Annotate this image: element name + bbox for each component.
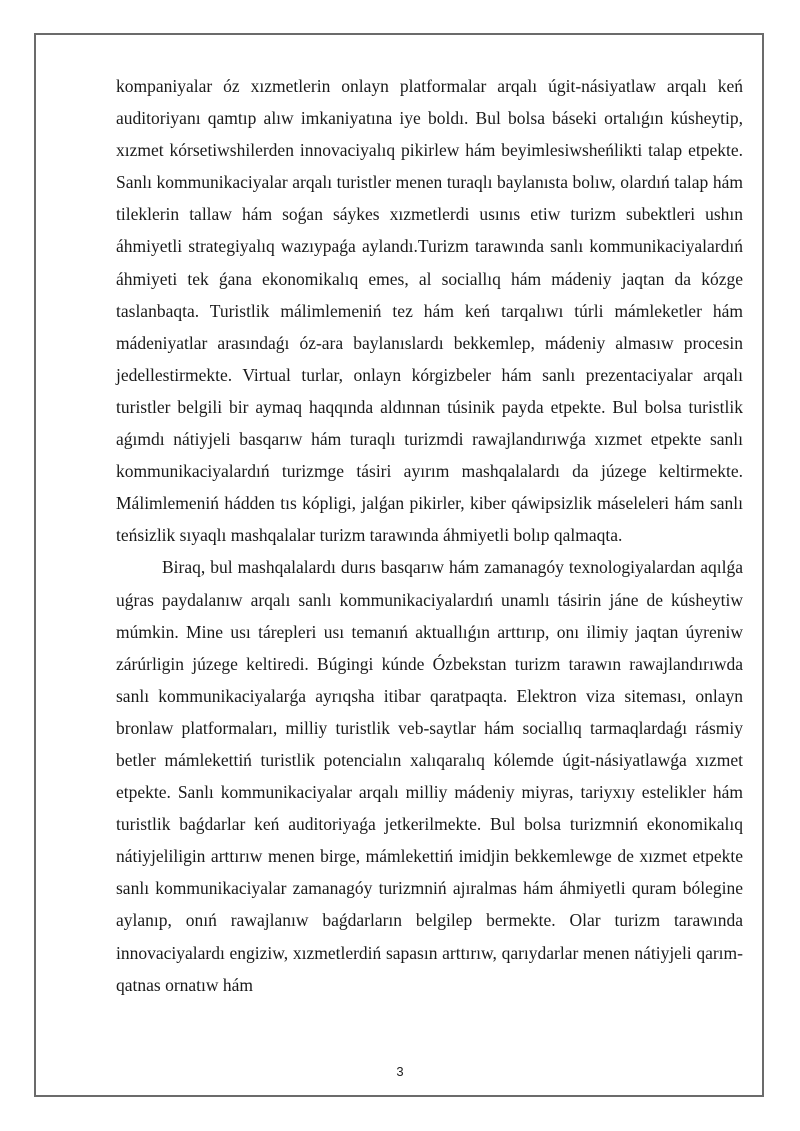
- paragraph-1: kompaniyalar óz xızmetlerin onlayn platformalar arqalı úgit-násiyatlaw arqalı keń auditoriyanı qamtıp alıw imkaniyatına iye boldı. Bul bolsa báseki ortalıǵın kúsheytip, xızmet kórsetiwshilerden innovaciyalıq pikirlew hám beyimlesiwsheńlikti talap etpekte. Sanlı kommunikaciyalar arqalı turistler menen turaqlı baylanısta bolıw, olardıń talap hám tileklerin tallaw hám soǵan sáykes xızmetlerdi usınıs etiw turizm subektleri ushın áhmiyetli strategiyalıq wazıypaǵa aylandı.Turizm tarawında sanlı kommunikaciyalardıń áhmiyeti tek ǵana ekonomikalıq emes, al sociallıq hám mádeniy jaqtan da kózge taslanbaqta. Turistlik málimlemeniń tez hám keń tarqalıwı túrli mámleketler hám mádeniyatlar arasındaǵı óz-ara baylanıslardı bekkemlep, mádeniy almasıw procesin jedellestirmekte. Virtual turlar, onlayn kórgizbeler hám sanlı prezentaciyalar arqalı turistler belgili bir aymaq haqqında aldınnan túsinik payda etpekte. Bul bolsa turistlik aǵımdı nátiyjeli basqarıw hám turaqlı turizmdi rawajlandırıwǵa xızmet etpekte sanlı kommunikaciyalardıń turizmge tásiri ayırım mashqalalardı da júzege keltirmekte. Málimlemeniń hádden tıs kópligi, jalǵan pikirler, kiber qáwipsizlik máseleleri hám sanlı teńsizlik sıyaqlı mashqalalar turizm tarawında áhmiyetli bolıp qalmaqta.: [116, 76, 743, 546]
- body-text: [116, 70, 743, 1001]
- paragraph-2: Biraq, bul mashqalalardı durıs basqarıw hám zamanagóy texnologiyalardan aqılǵa uǵras paydalanıw arqalı sanlı kommunikaciyalardıń unamlı tásirin jáne de kúsheytiw múmkin. Mine usı tárepleri usı temanıń aktuallıǵın arttırıp, onı ilimiy jaqtan úyreniw zárúrligin júzege keltiredi. Búgingi kúnde Ózbekstan turizm tarawın rawajlandırıwda sanlı kommunikaciyalarǵa ayrıqsha itibar qaratpaqta. Elektron viza siteması, onlayn bronlaw platformaları, milliy turistlik veb-saytlar hám sociallıq tarmaqlardaǵı rásmiy betler mámlekettiń turistlik potencialın xalıqaralıq kólemde úgit-násiyatlawǵa xızmet etpekte. Sanlı kommunikaciyalar arqalı milliy mádeniy miyras, tariyxıy estelikler hám turistlik baǵdarlar keń auditoriyaǵa jetkerilmekte. Bul bolsa turizmniń ekonomikalıq nátiyjeliligin arttırıw menen birge, mámlekettiń imidjin bekkemlewge de xızmet etpekte sanlı kommunikaciyalar zamanagóy turizmniń ajıralmas hám áhmiyetli quram bólegine aylanıp, onıń rawajlanıw baǵdarların belgilep bermekte. Olar turizm tarawında innovaciyalardı engiziw, xızmetlerdiń sapasın arttırıw, qarıydarlar menen nátiyjeli qarım-qatnas ornatıw hám: [116, 557, 743, 995]
- page-number: 3: [396, 1064, 404, 1079]
